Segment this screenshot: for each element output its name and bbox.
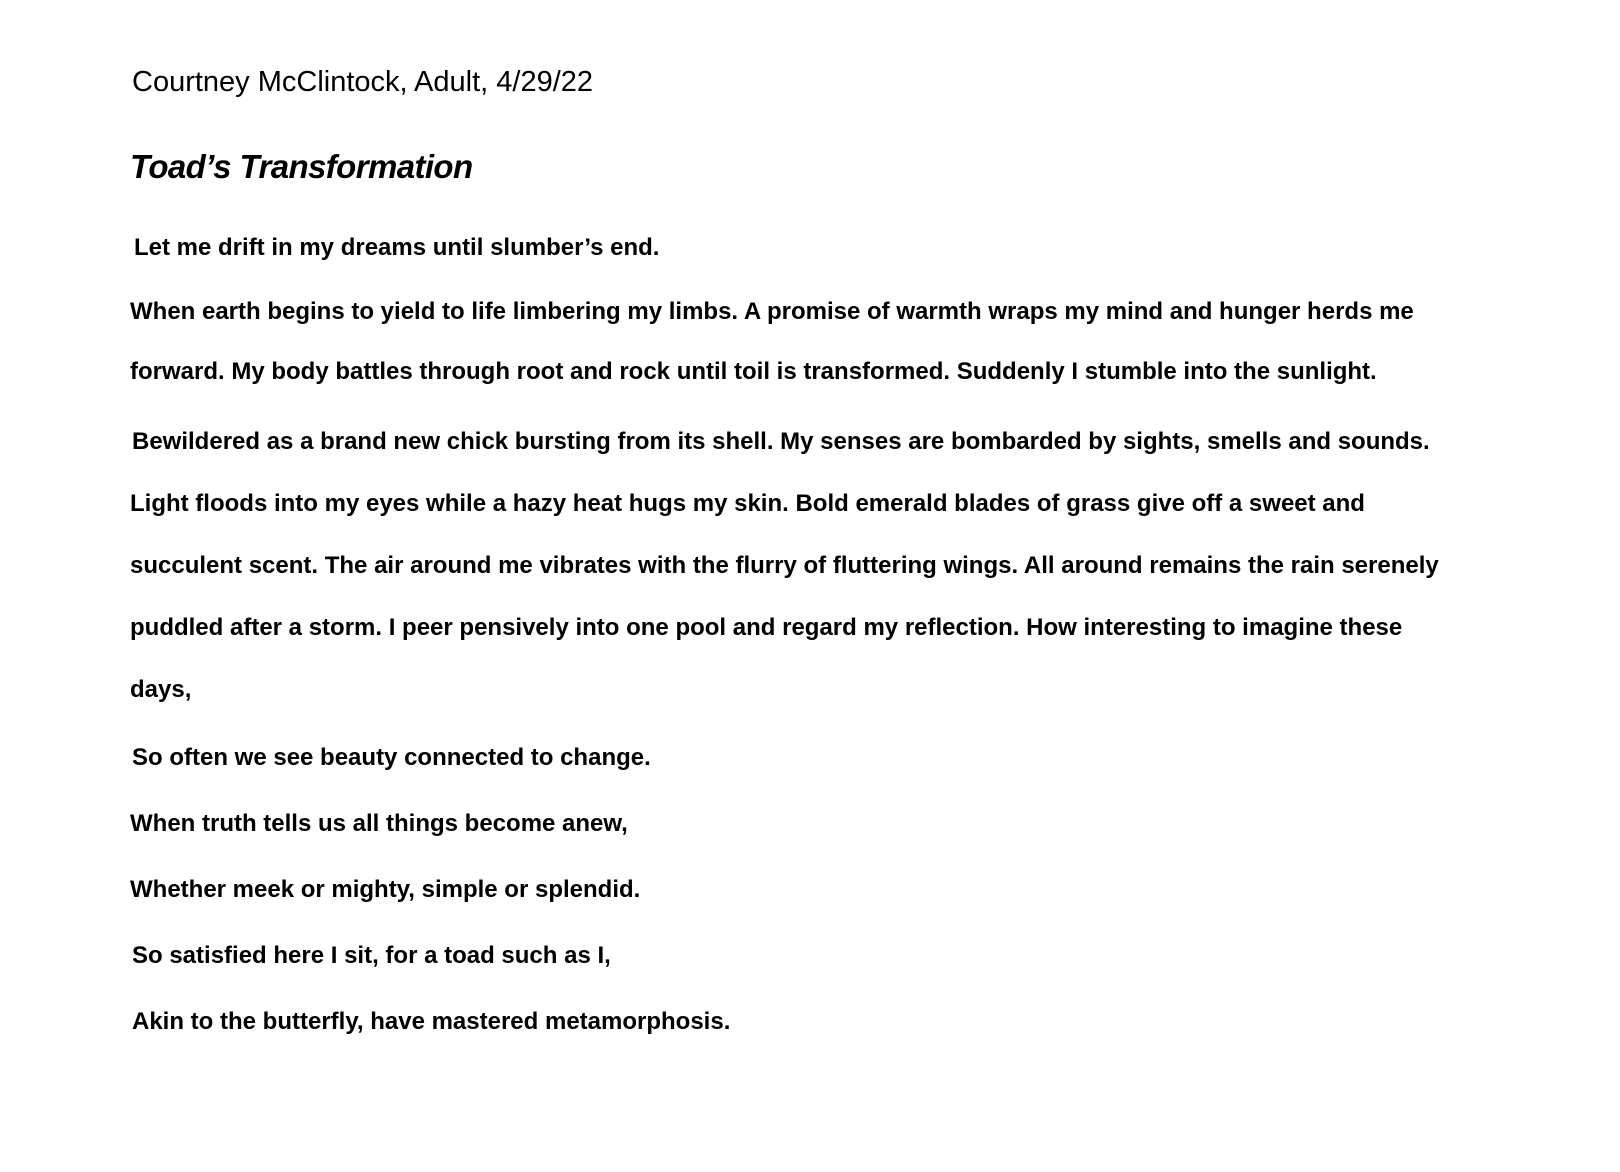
- poem-line: Bewildered as a brand new chick bursting from its shell. My senses are bombarded by sights, smells and sounds.: [132, 428, 1430, 455]
- poem-line: forward. My body battles through root and rock until toil is transformed. Suddenly I stumble into the sunlight.: [130, 358, 1377, 385]
- poem-line: days,: [130, 676, 192, 703]
- poem-line: Akin to the butterfly, have mastered metamorphosis.: [132, 1008, 731, 1035]
- poem-line: Whether meek or mighty, simple or splendid.: [130, 876, 641, 903]
- poem-line: When truth tells us all things become anew,: [130, 810, 628, 837]
- poem-line: When earth begins to yield to life limbering my limbs. A promise of warmth wraps my mind and hunger herds me: [130, 298, 1414, 325]
- poem-line: So often we see beauty connected to change.: [132, 744, 651, 771]
- poem-line: puddled after a storm. I peer pensively into one pool and regard my reflection. How interesting to imagine these: [130, 614, 1403, 641]
- author-line: Courtney McClintock, Adult, 4/29/22: [132, 66, 594, 98]
- poem-line: Let me drift in my dreams until slumber’s end.: [134, 234, 660, 261]
- poem-line: succulent scent. The air around me vibrates with the flurry of fluttering wings. All around remains the rain serenely: [130, 552, 1439, 579]
- poem-line: Light floods into my eyes while a hazy heat hugs my skin. Bold emerald blades of grass give off a sweet and: [130, 490, 1365, 517]
- poem-line: So satisfied here I sit, for a toad such as I,: [132, 942, 611, 969]
- poem-title: Toad’s Transformation: [130, 148, 473, 185]
